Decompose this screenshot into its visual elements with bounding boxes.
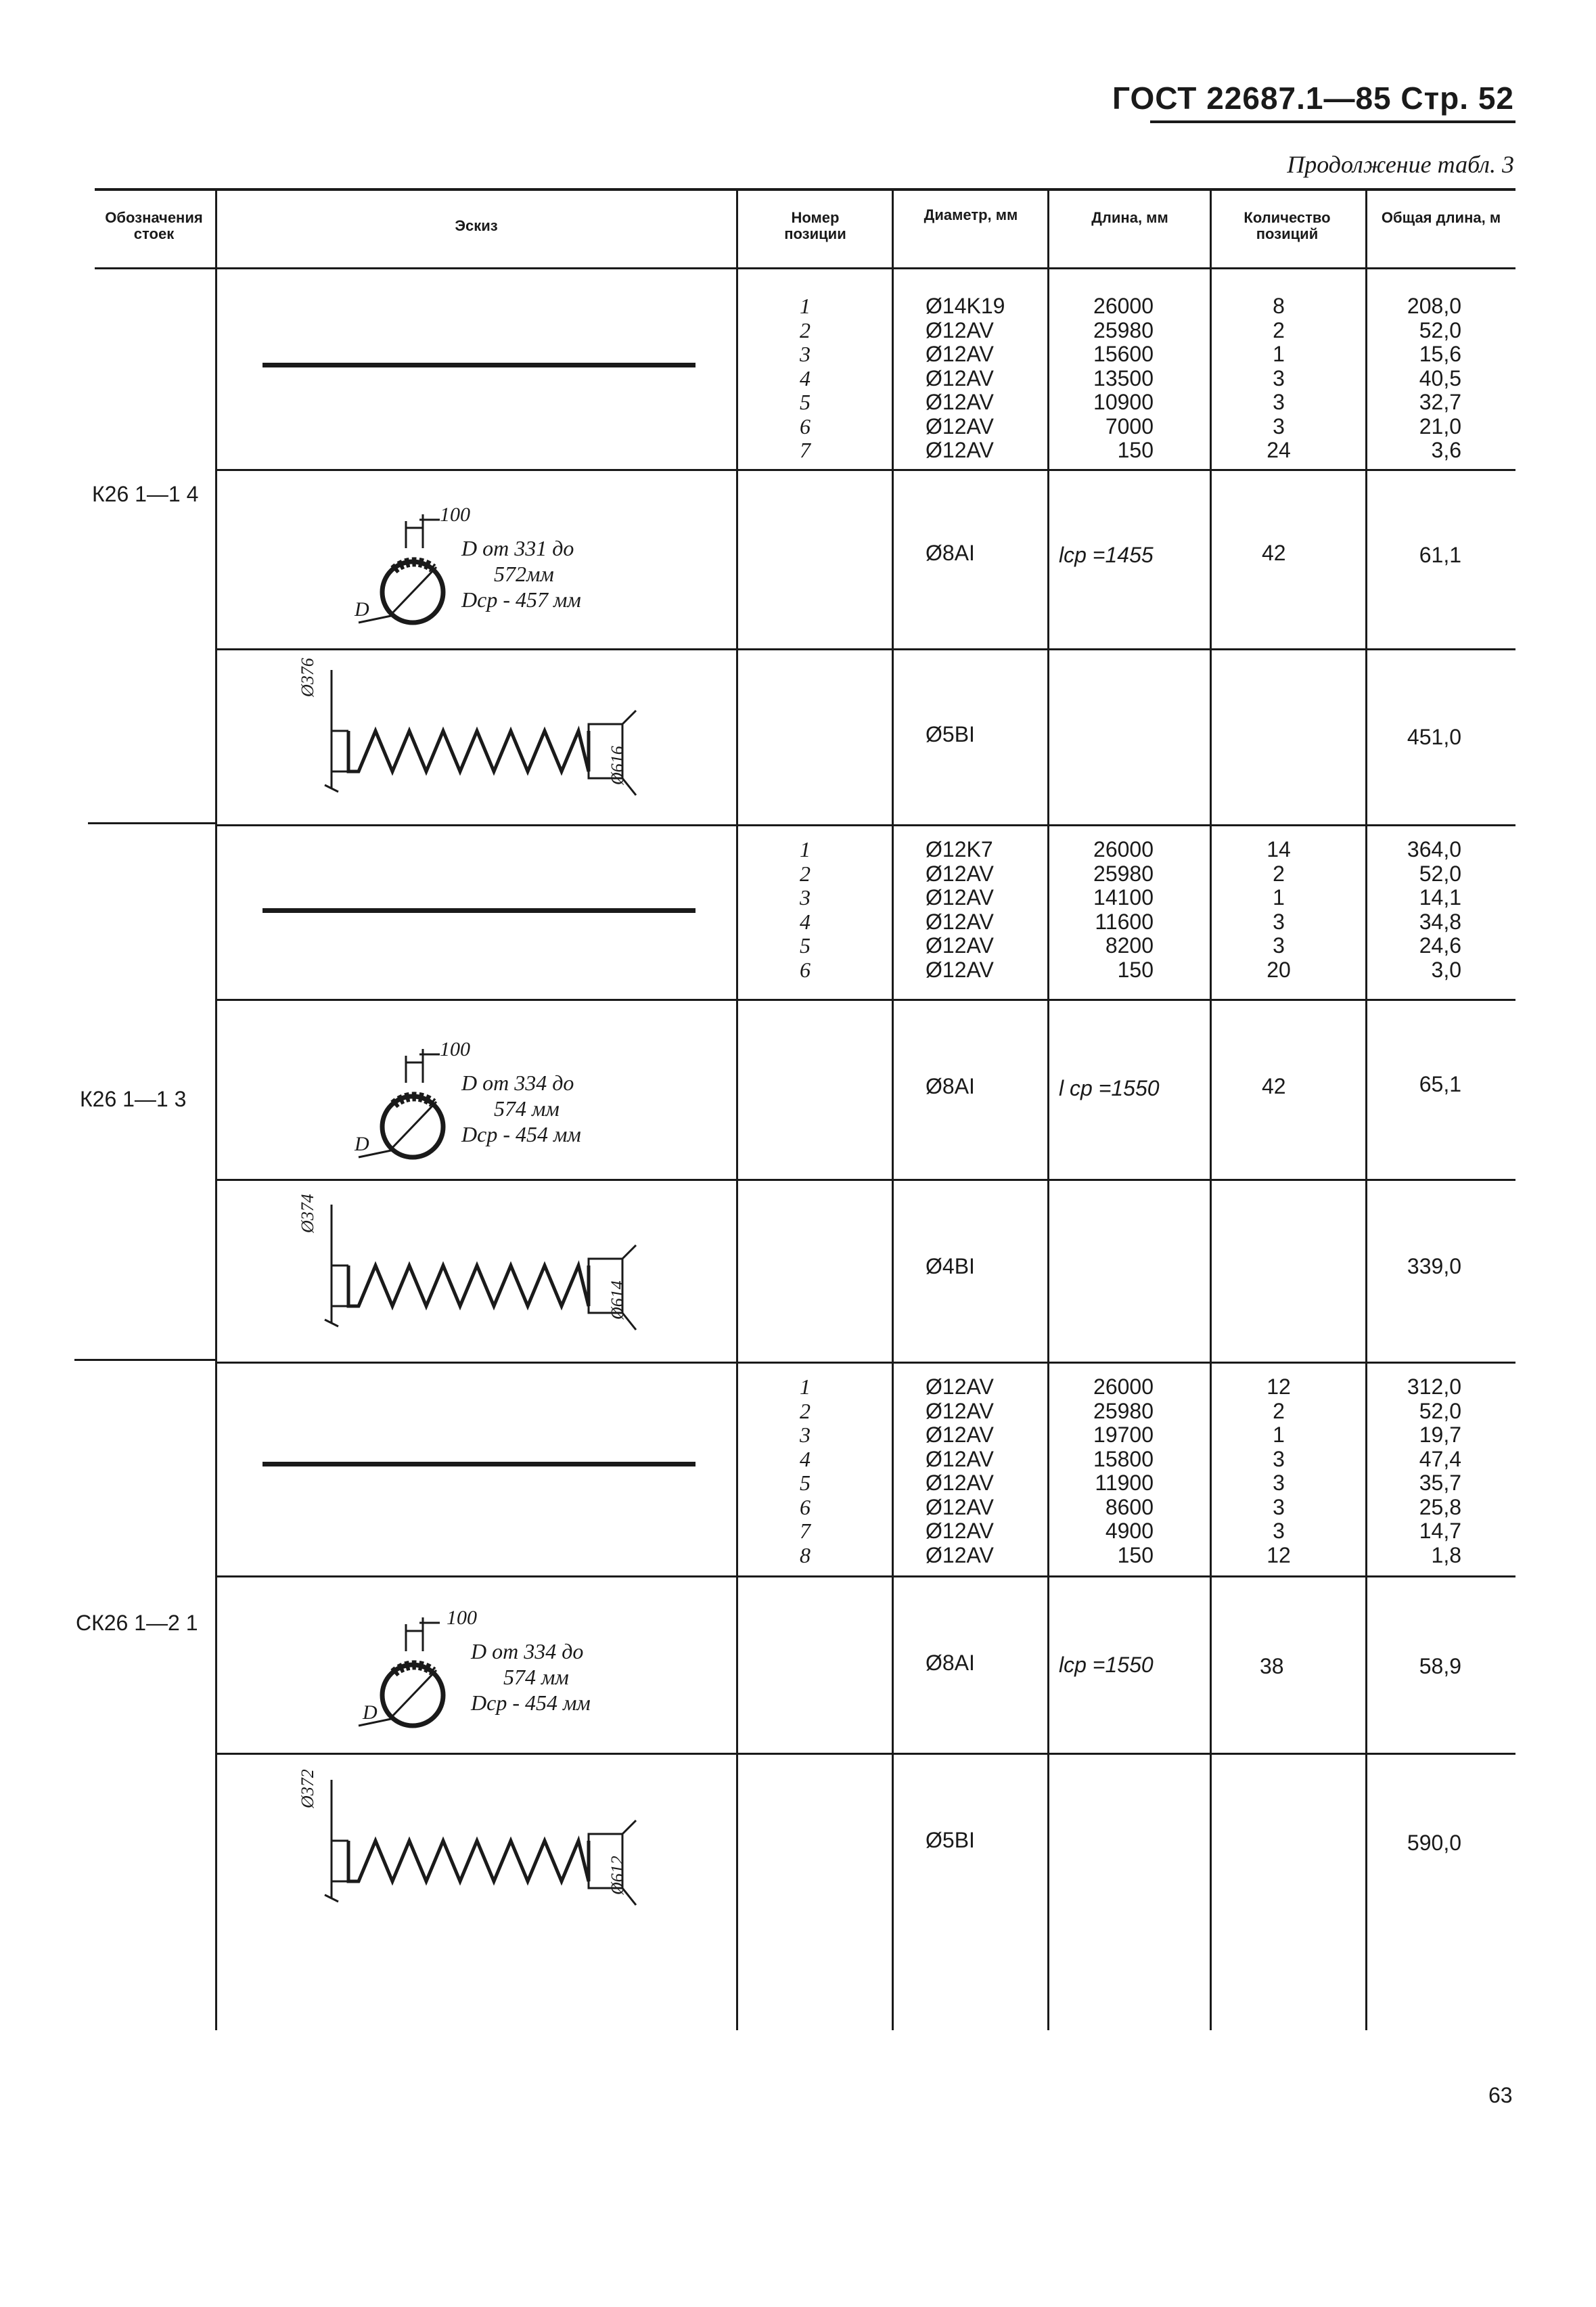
ring-note-mean: Dср - 454 мм <box>461 1122 581 1146</box>
ring-total: 61,1 <box>1419 543 1461 567</box>
ring-length: lср =1455 <box>1059 543 1154 567</box>
page-number: 63 <box>1488 2083 1513 2107</box>
spiral-total: 339,0 <box>1407 1254 1461 1278</box>
group-separator <box>216 824 1515 826</box>
rod-sketch-bar <box>263 908 696 913</box>
group-separator <box>216 1362 1515 1364</box>
group-designation: К26 1—1 3 <box>80 1087 187 1111</box>
ring-note-mean: Dср - 457 мм <box>461 587 581 612</box>
ring-note-range: D от 334 до <box>461 1071 574 1095</box>
table-header-rule <box>95 267 1515 269</box>
spiral-right-dim: Ø616 <box>608 746 627 785</box>
ring-note-max: 572мм <box>494 562 554 586</box>
rod-position-column: 1 2 3 4 5 6 7 <box>800 294 811 462</box>
ring-note-mean: Dср - 454 мм <box>471 1690 591 1715</box>
ring-count: 38 <box>1260 1654 1284 1678</box>
rod-length-column: 26000 25980 15600 13500 10900 7000 150 <box>1093 294 1154 462</box>
ring-diameter: Ø8AI <box>926 541 975 565</box>
ring-length: lср =1550 <box>1059 1653 1154 1677</box>
group-designation: СК26 1—2 1 <box>76 1611 198 1635</box>
row-separator <box>216 648 1515 650</box>
ring-note-max: 574 мм <box>503 1665 569 1689</box>
spiral-diameter: Ø5BI <box>926 722 975 746</box>
col-header-position: Номер позиции <box>784 209 846 242</box>
ring-sketch <box>345 1604 629 1739</box>
spiral-total: 451,0 <box>1407 725 1461 749</box>
ring-total: 58,9 <box>1419 1654 1461 1678</box>
header-rule <box>1150 120 1515 123</box>
row-separator <box>216 1179 1515 1181</box>
spiral-left-dim: Ø372 <box>298 1769 317 1808</box>
spiral-left-dim: Ø374 <box>298 1194 317 1233</box>
col-header-designation: Обозначения стоек <box>105 209 203 242</box>
ring-sketch <box>345 501 629 636</box>
table-top-rule <box>95 188 1515 191</box>
ring-note-range: D от 334 до <box>471 1639 584 1663</box>
col-header-diameter: Диаметр, мм <box>924 206 1018 223</box>
rod-position-column: 1 2 3 4 5 6 7 8 <box>800 1374 811 1567</box>
ring-diameter: Ø8AI <box>926 1074 975 1098</box>
rod-sketch-bar <box>263 1462 696 1466</box>
ring-d-label: D <box>355 598 369 621</box>
rod-count-column: 12 2 1 3 3 3 3 12 <box>1267 1374 1291 1567</box>
rod-total-column: 364,0 52,0 14,1 34,8 24,6 3,0 <box>1407 837 1461 982</box>
ring-d-label: D <box>355 1133 369 1155</box>
ring-count: 42 <box>1262 541 1286 565</box>
ring-total: 65,1 <box>1419 1072 1461 1096</box>
row-separator <box>216 1575 1515 1577</box>
rod-count-column: 14 2 1 3 3 20 <box>1267 837 1291 982</box>
row-separator <box>216 1753 1515 1755</box>
rod-diameter-column: Ø12AV Ø12AV Ø12AV Ø12AV Ø12AV Ø12AV Ø12AV Ø12AV <box>926 1374 994 1567</box>
ring-note-max: 574 мм <box>494 1096 560 1121</box>
group-separator <box>88 822 215 824</box>
col-header-total: Общая длина, м <box>1381 209 1501 226</box>
ring-count: 42 <box>1262 1074 1286 1098</box>
col-header-count: Количество позиций <box>1244 209 1331 242</box>
ring-length: l ср =1550 <box>1059 1076 1160 1100</box>
col-header-sketch: Эскиз <box>455 217 498 234</box>
rod-sketch-bar <box>263 363 696 367</box>
rod-length-column: 26000 25980 19700 15800 11900 8600 4900 150 <box>1093 1374 1154 1567</box>
group-separator <box>74 1359 215 1361</box>
ring-diameter: Ø8AI <box>926 1651 975 1675</box>
ring-dim-label: 100 <box>447 1607 477 1629</box>
row-separator <box>216 469 1515 471</box>
ring-dim-label: 100 <box>440 503 470 526</box>
spiral-total: 590,0 <box>1407 1831 1461 1855</box>
rod-diameter-column: Ø14K19 Ø12AV Ø12AV Ø12AV Ø12AV Ø12AV Ø12AV <box>926 294 1005 462</box>
rod-total-column: 312,0 52,0 19,7 47,4 35,7 25,8 14,7 1,8 <box>1407 1374 1461 1567</box>
ring-note-range: D от 331 до <box>461 536 574 560</box>
rod-position-column: 1 2 3 4 5 6 <box>800 837 811 982</box>
ring-sketch <box>345 1035 629 1171</box>
row-separator <box>216 999 1515 1001</box>
group-designation: К26 1—1 4 <box>92 482 199 506</box>
rod-diameter-column: Ø12K7 Ø12AV Ø12AV Ø12AV Ø12AV Ø12AV <box>926 837 994 982</box>
spiral-diameter: Ø5BI <box>926 1828 975 1852</box>
ring-dim-label: 100 <box>440 1038 470 1060</box>
table-continuation-label: Продолжение табл. 3 <box>1287 151 1514 178</box>
page-header-title: ГОСТ 22687.1—85 Стр. 52 <box>1112 81 1514 116</box>
ring-d-label: D <box>363 1701 378 1724</box>
rod-count-column: 8 2 1 3 3 3 24 <box>1267 294 1291 462</box>
spiral-right-dim: Ø614 <box>608 1280 627 1320</box>
spiral-right-dim: Ø612 <box>608 1856 627 1895</box>
spiral-left-dim: Ø376 <box>298 658 317 697</box>
col-header-length: Длина, мм <box>1091 209 1168 226</box>
rod-length-column: 26000 25980 14100 11600 8200 150 <box>1093 837 1154 982</box>
rod-total-column: 208,0 52,0 15,6 40,5 32,7 21,0 3,6 <box>1407 294 1461 462</box>
spiral-diameter: Ø4BI <box>926 1254 975 1278</box>
